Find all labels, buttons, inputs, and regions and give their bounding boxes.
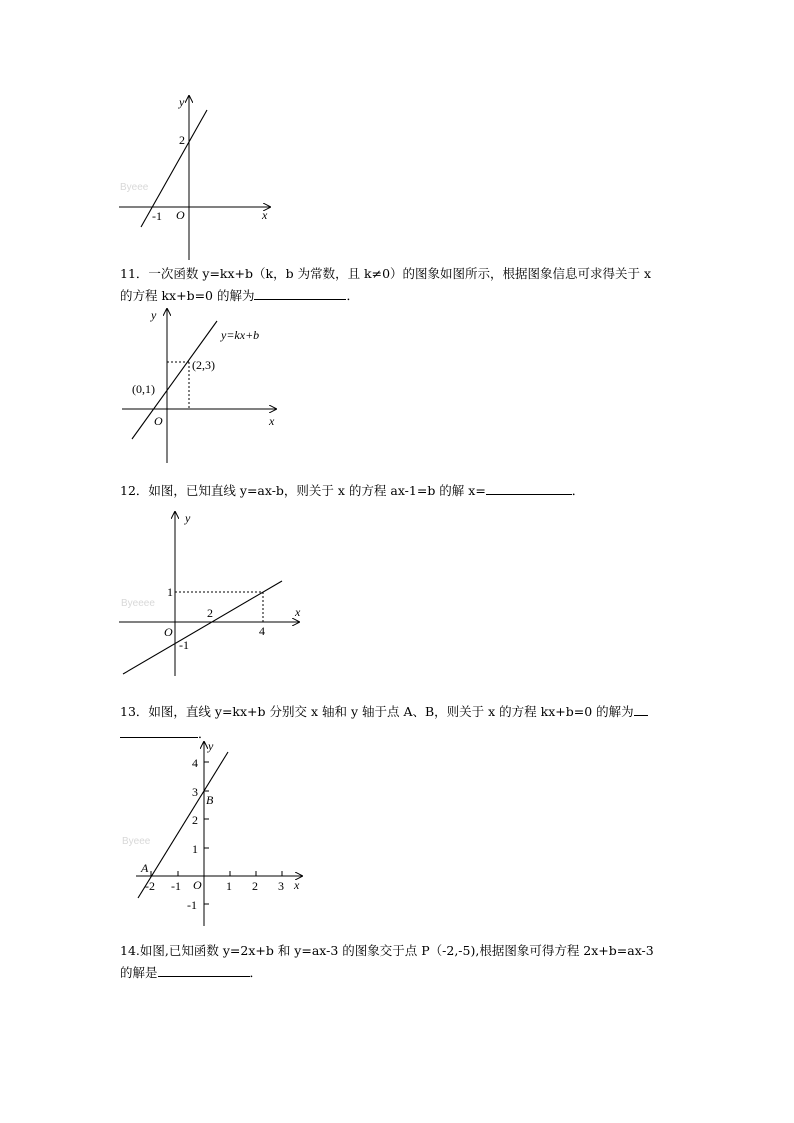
y-tick-1: 1 (192, 842, 198, 856)
question-11 (120, 263, 680, 307)
answer-blank-start[interactable] (634, 701, 648, 716)
x-intercept-label: -1 (152, 209, 162, 223)
answer-blank[interactable] (486, 480, 572, 495)
question-13-line-1: 13．如图，直线 y=kx+b 分别交 x 轴和 y 轴于点 A、B，则关于 x 的方程 kx+b=0 的解为 (120, 701, 680, 723)
point-label-0-1: (0,1) (132, 382, 155, 396)
watermark: Byeeee (121, 598, 155, 609)
question-11-end: ． (346, 288, 359, 303)
x-tick-1: 1 (226, 879, 232, 893)
y-axis-label: y (151, 308, 157, 322)
x-tick-minus-2: -2 (145, 879, 155, 893)
graph-q10 (115, 92, 285, 262)
graph-q11 (118, 305, 288, 465)
y-tick-1: 1 (167, 585, 173, 599)
question-12 (120, 480, 680, 502)
y-axis-label: y (179, 95, 185, 109)
question-14 (120, 940, 680, 984)
y-axis-label: y (208, 739, 214, 753)
y-tick-minus-1: -1 (187, 898, 197, 912)
question-11-line-1: 11．一次函数 y=kx+b（k，b 为常数，且 k≠0）的图象如图所示，根据图象信息可求得关于 x (120, 266, 652, 281)
x-axis-label: x (269, 414, 275, 428)
question-11-line-2 (120, 285, 680, 307)
answer-blank[interactable] (254, 285, 346, 300)
question-14-prompt: 的解是 (120, 965, 158, 980)
y-tick-4: 4 (192, 756, 198, 770)
origin-label: O (164, 625, 173, 639)
graph-line (141, 110, 207, 227)
x-axis-label: x (294, 878, 300, 892)
graph-q12 (115, 508, 315, 678)
x-tick-minus-1: -1 (171, 879, 181, 893)
graph-line (132, 321, 217, 439)
watermark: Byeee (122, 836, 151, 847)
question-12-end: ． (571, 483, 585, 498)
y-tick-3: 3 (192, 785, 198, 799)
x-tick-4: 4 (259, 624, 265, 638)
x-axis-label: x (295, 605, 301, 619)
question-14-end: ． (249, 965, 263, 980)
answer-blank[interactable] (120, 723, 198, 738)
y-axis-label: y (185, 511, 191, 525)
point-label-2-3: (2,3) (192, 358, 215, 372)
y-tick-2: 2 (192, 813, 198, 827)
graph-q13 (120, 738, 305, 928)
watermark: Byeee (120, 182, 149, 193)
x-tick-2: 2 (252, 879, 258, 893)
question-12-prompt: 12．如图，已知直线 y=ax-b，则关于 x 的方程 ax-1=b 的解 x= (120, 483, 486, 498)
x-tick-2: 2 (207, 606, 213, 620)
answer-blank[interactable] (158, 962, 250, 977)
y-tick-minus-1: -1 (179, 638, 189, 652)
question-14-line-2 (120, 962, 680, 984)
point-a-label: A (141, 861, 149, 875)
question-14-line-1: 14.如图,已知函数 y=2x+b 和 y=ax-3 的图象交于点 P（-2,-5),根据图象可得方程 2x+b=ax-3 (120, 943, 654, 958)
x-axis-label: x (262, 208, 268, 222)
x-axis-ticks (151, 871, 282, 876)
line-equation-label: y=kx+b (221, 328, 260, 342)
y-intercept-label: 2 (179, 133, 185, 147)
origin-label: O (154, 414, 163, 428)
x-tick-3: 3 (278, 879, 284, 893)
origin-label: O (176, 208, 185, 222)
origin-label: O (193, 878, 202, 892)
question-11-prompt: 的方程 kx+b=0 的解为 (120, 288, 255, 303)
question-13-end: ． (198, 726, 211, 741)
point-b-label: B (206, 793, 214, 807)
